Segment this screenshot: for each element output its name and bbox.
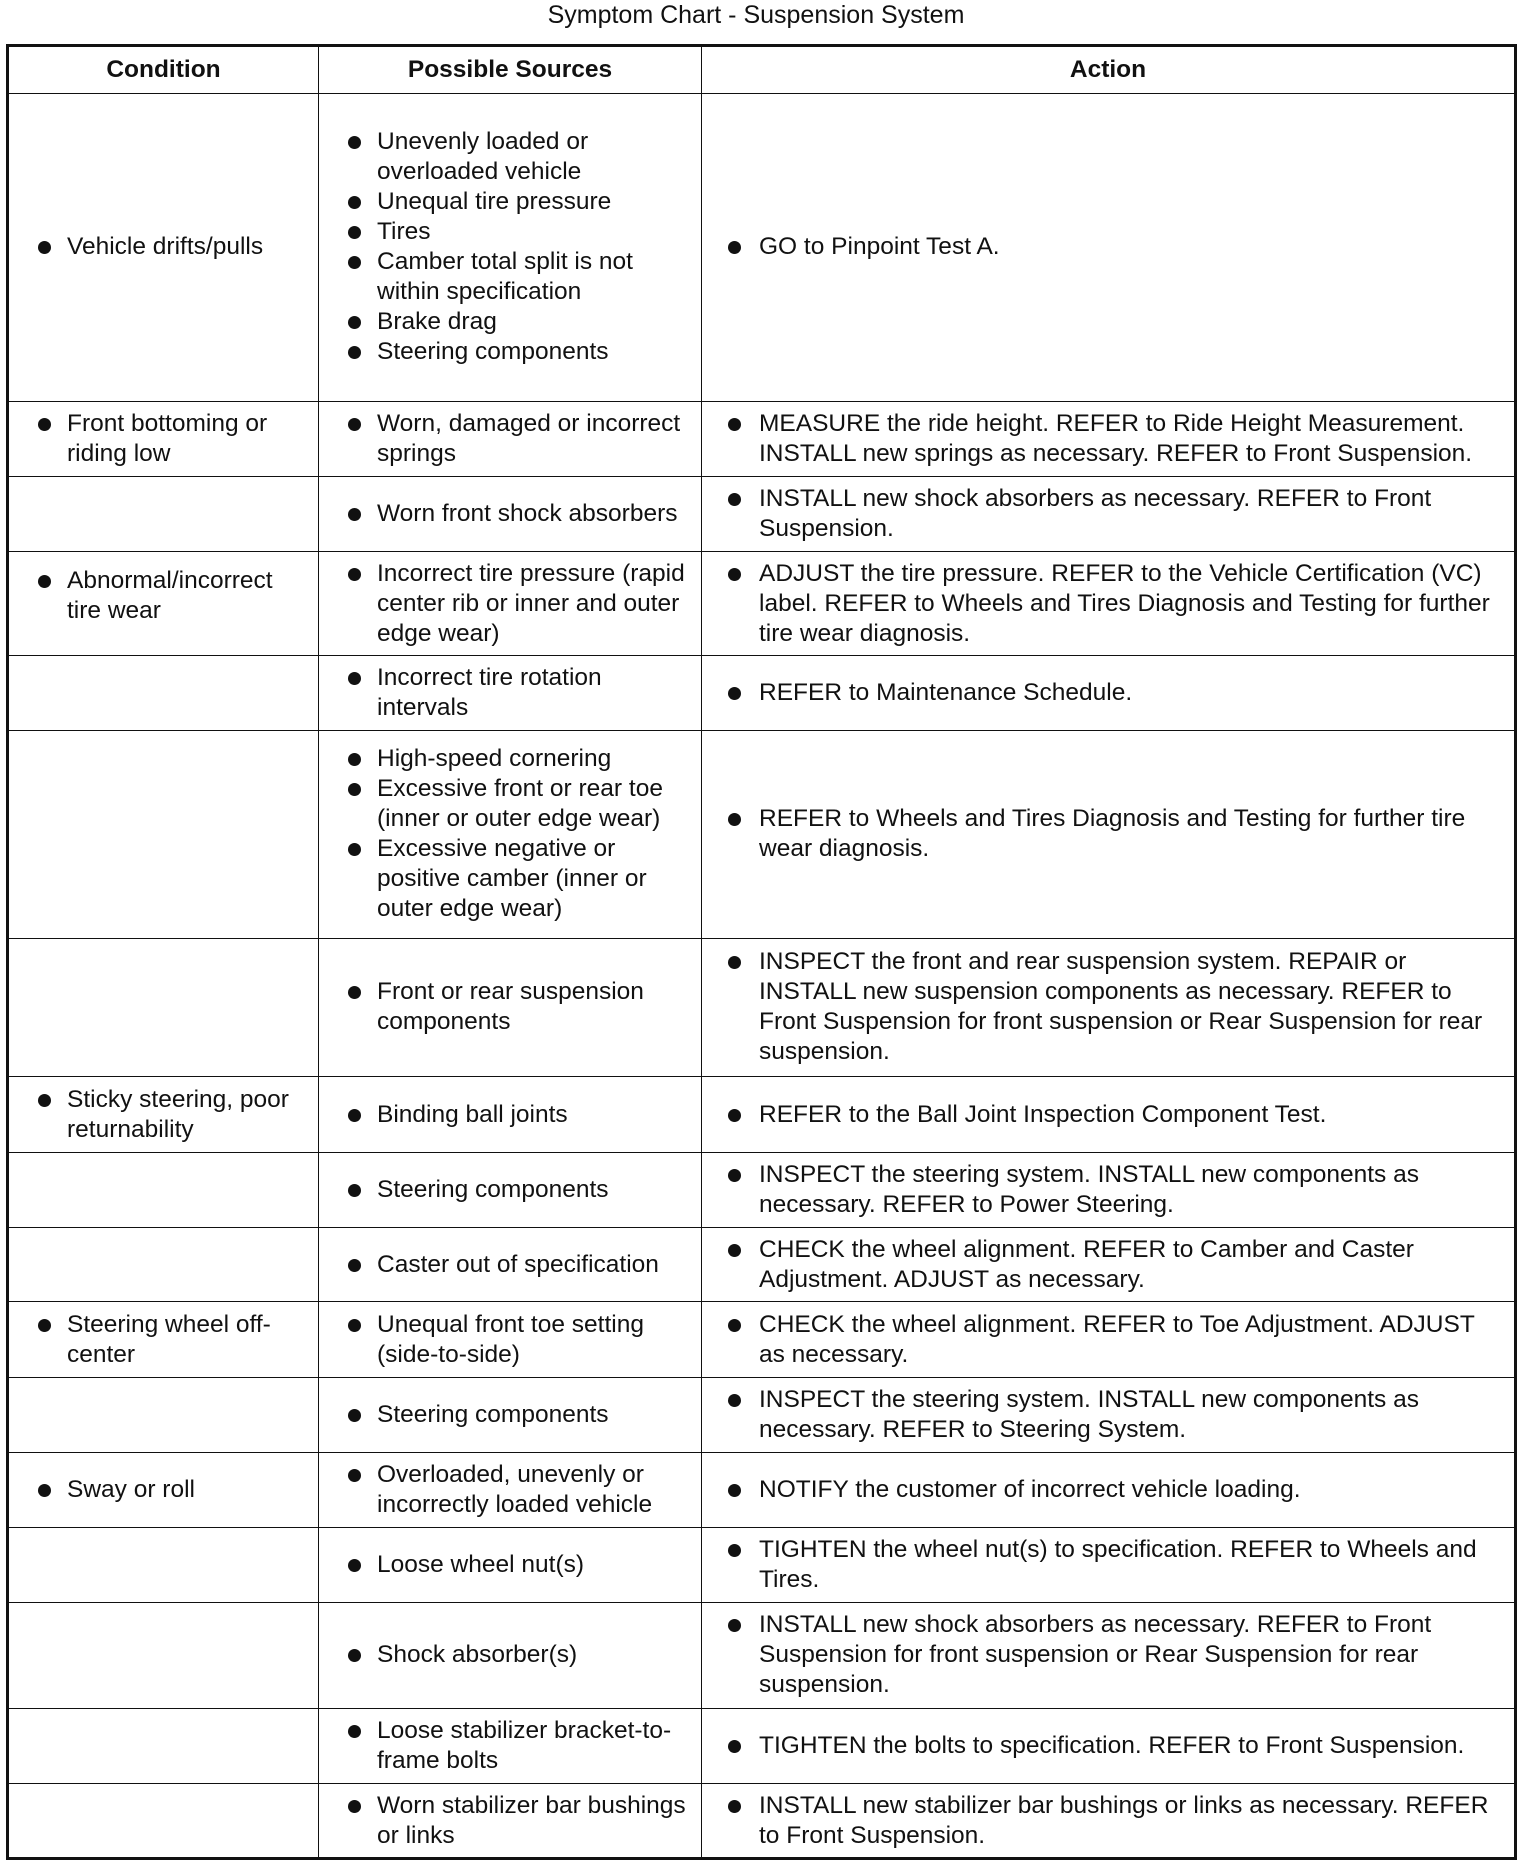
condition-cell — [8, 401, 319, 477]
action-cell — [702, 1153, 1516, 1228]
condition-cell — [8, 1708, 319, 1784]
source-item: Loose wheel nut(s) — [319, 1550, 701, 1580]
action-cell — [702, 1378, 1516, 1453]
table-row — [8, 477, 1516, 552]
source-item: Unequal front toe setting (side-to-side) — [319, 1310, 701, 1370]
action-text: INSPECT the steering system. INSTALL new components as necessary. REFER to Steering System. — [702, 1385, 1514, 1445]
header-possible-sources: Possible Sources — [319, 46, 702, 94]
condition-text: Vehicle drifts/pulls — [9, 232, 318, 262]
action-text: ADJUST the tire pressure. REFER to the Vehicle Certification (VC) label. REFER to Wheels and Tires Diagnosis and Testing for further tire wear diagnosis. — [702, 559, 1514, 649]
condition-cell — [8, 656, 319, 731]
action-text: INSPECT the steering system. INSTALL new components as necessary. REFER to Power Steering. — [702, 1160, 1514, 1220]
possible-sources-cell — [319, 1227, 702, 1302]
action-text: REFER to the Ball Joint Inspection Component Test. — [702, 1100, 1514, 1130]
possible-sources-cell — [319, 551, 702, 655]
possible-sources-cell — [319, 1302, 702, 1378]
action-cell — [702, 1602, 1516, 1708]
condition-cell — [8, 1227, 319, 1302]
condition-cell — [8, 1528, 319, 1603]
action-cell — [702, 551, 1516, 655]
condition-text: Sway or roll — [9, 1475, 318, 1505]
header-row — [8, 46, 1516, 94]
table-row — [8, 1452, 1516, 1528]
condition-cell — [8, 1302, 319, 1378]
possible-sources-cell — [319, 1784, 702, 1859]
possible-sources-cell — [319, 1077, 702, 1153]
possible-sources-cell — [319, 477, 702, 552]
action-cell — [702, 1708, 1516, 1784]
possible-sources-cell — [319, 938, 702, 1077]
source-item: High-speed cornering — [319, 744, 701, 774]
action-text: INSTALL new shock absorbers as necessary. REFER to Front Suspension. — [702, 484, 1514, 544]
table-row — [8, 1153, 1516, 1228]
action-text: INSTALL new shock absorbers as necessary. REFER to Front Suspension for front suspension or Rear Suspension for rear suspension. — [702, 1610, 1514, 1700]
action-cell — [702, 656, 1516, 731]
source-item: Camber total split is not within specification — [319, 247, 701, 307]
possible-sources-cell — [319, 1602, 702, 1708]
table-row — [8, 656, 1516, 731]
action-text: CHECK the wheel alignment. REFER to Camber and Caster Adjustment. ADJUST as necessary. — [702, 1235, 1514, 1295]
source-item: Excessive negative or positive camber (inner or outer edge wear) — [319, 834, 701, 924]
action-cell — [702, 1227, 1516, 1302]
source-item: Loose stabilizer bracket-to-frame bolts — [319, 1716, 701, 1776]
source-item: Worn, damaged or incorrect springs — [319, 409, 701, 469]
table-row — [8, 938, 1516, 1077]
action-text: INSPECT the front and rear suspension system. REPAIR or INSTALL new suspension components as necessary. REFER to Front Suspension for front suspension or Rear Suspension for rear suspension. — [702, 947, 1514, 1067]
condition-cell — [8, 477, 319, 552]
source-item: Steering components — [319, 1175, 701, 1205]
source-item: Shock absorber(s) — [319, 1640, 701, 1670]
action-cell — [702, 1077, 1516, 1153]
source-item: Unevenly loaded or overloaded vehicle — [319, 127, 701, 187]
condition-cell — [8, 730, 319, 938]
table-row — [8, 1602, 1516, 1708]
source-item: Overloaded, unevenly or incorrectly loaded vehicle — [319, 1460, 701, 1520]
action-cell — [702, 94, 1516, 402]
condition-text: Front bottoming or riding low — [9, 409, 318, 469]
possible-sources-cell — [319, 1452, 702, 1528]
symptom-chart-table — [6, 44, 1517, 1860]
condition-cell — [8, 1784, 319, 1859]
action-text: NOTIFY the customer of incorrect vehicle loading. — [702, 1475, 1514, 1505]
possible-sources-cell — [319, 401, 702, 477]
action-text: TIGHTEN the bolts to specification. REFER to Front Suspension. — [702, 1731, 1514, 1761]
possible-sources-cell — [319, 1708, 702, 1784]
table-row — [8, 551, 1516, 655]
chart-title: Symptom Chart - Suspension System — [547, 1, 965, 29]
source-item: Incorrect tire rotation intervals — [319, 663, 701, 723]
action-cell — [702, 1452, 1516, 1528]
action-text: GO to Pinpoint Test A. — [702, 232, 1514, 262]
condition-cell — [8, 1153, 319, 1228]
source-item: Brake drag — [319, 307, 701, 337]
possible-sources-cell — [319, 94, 702, 402]
source-item: Incorrect tire pressure (rapid center rib or inner and outer edge wear) — [319, 559, 701, 649]
possible-sources-cell — [319, 1378, 702, 1453]
possible-sources-cell — [319, 1528, 702, 1603]
action-text: REFER to Maintenance Schedule. — [702, 678, 1514, 708]
possible-sources-cell — [319, 730, 702, 938]
condition-cell — [8, 1077, 319, 1153]
action-cell — [702, 1528, 1516, 1603]
table-row — [8, 1227, 1516, 1302]
table-row — [8, 1077, 1516, 1153]
action-text: MEASURE the ride height. REFER to Ride Height Measurement. INSTALL new springs as necessary. REFER to Front Suspension. — [702, 409, 1514, 469]
source-item: Steering components — [319, 337, 701, 367]
condition-cell — [8, 551, 319, 655]
action-cell — [702, 401, 1516, 477]
action-text: TIGHTEN the wheel nut(s) to specification. REFER to Wheels and Tires. — [702, 1535, 1514, 1595]
condition-text: Abnormal/incorrect tire wear — [9, 566, 318, 626]
source-item: Binding ball joints — [319, 1100, 701, 1130]
action-cell — [702, 730, 1516, 938]
condition-cell — [8, 1602, 319, 1708]
condition-cell — [8, 938, 319, 1077]
header-condition: Condition — [8, 46, 319, 94]
source-item: Worn front shock absorbers — [319, 499, 701, 529]
table-row — [8, 1302, 1516, 1378]
source-item: Steering components — [319, 1400, 701, 1430]
table-row — [8, 1528, 1516, 1603]
source-item: Worn stabilizer bar bushings or links — [319, 1791, 701, 1851]
action-text: CHECK the wheel alignment. REFER to Toe Adjustment. ADJUST as necessary. — [702, 1310, 1514, 1370]
source-item: Tires — [319, 217, 701, 247]
condition-cell — [8, 94, 319, 402]
table-row — [8, 94, 1516, 402]
source-item: Front or rear suspension components — [319, 977, 701, 1037]
condition-text: Sticky steering, poor returnability — [9, 1085, 318, 1145]
header-action: Action — [702, 46, 1516, 94]
possible-sources-cell — [319, 656, 702, 731]
table-row — [8, 730, 1516, 938]
source-item: Caster out of specification — [319, 1250, 701, 1280]
condition-text: Steering wheel off-center — [9, 1310, 318, 1370]
table-row — [8, 1784, 1516, 1859]
table-row — [8, 1378, 1516, 1453]
action-text: REFER to Wheels and Tires Diagnosis and Testing for further tire wear diagnosis. — [702, 804, 1514, 864]
source-item: Unequal tire pressure — [319, 187, 701, 217]
possible-sources-cell — [319, 1153, 702, 1228]
source-item: Excessive front or rear toe (inner or outer edge wear) — [319, 774, 701, 834]
table-body — [8, 94, 1516, 1859]
action-text: INSTALL new stabilizer bar bushings or links as necessary. REFER to Front Suspension. — [702, 1791, 1514, 1851]
condition-cell — [8, 1378, 319, 1453]
action-cell — [702, 1302, 1516, 1378]
action-cell — [702, 1784, 1516, 1859]
table-row — [8, 401, 1516, 477]
action-cell — [702, 938, 1516, 1077]
condition-cell — [8, 1452, 319, 1528]
action-cell — [702, 477, 1516, 552]
table-row — [8, 1708, 1516, 1784]
